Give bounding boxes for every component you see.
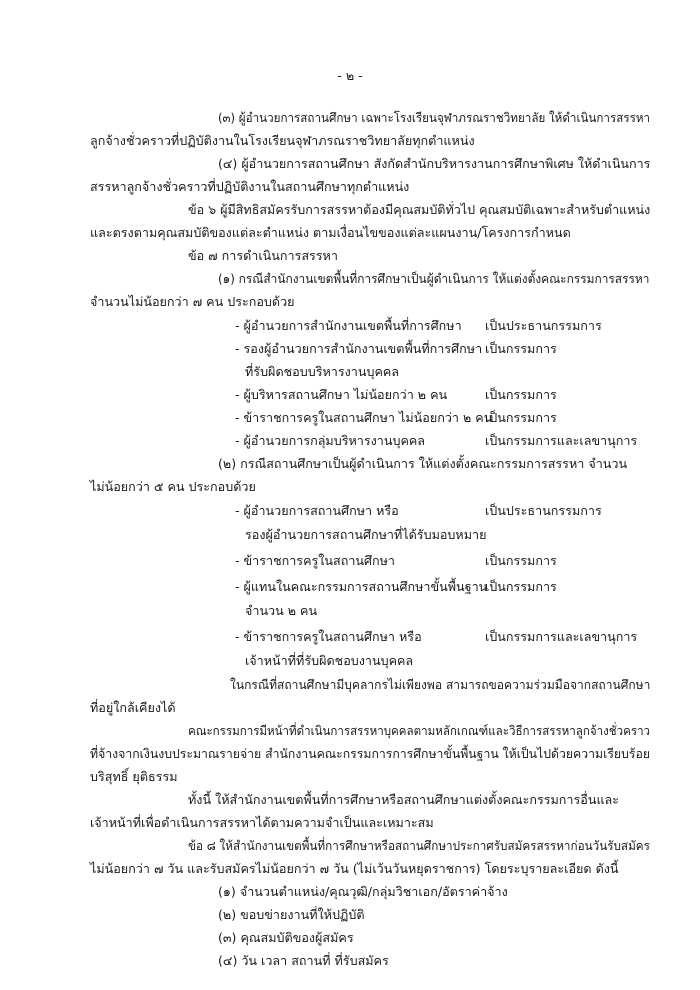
paragraph-line: (๔) ผู้อำนวยการสถานศึกษา สังกัดสำนักบริหารงานการศึกษาพิเศษ ให้ดำเนินการ: [218, 156, 651, 171]
committee-member: - ข้าราชการครูในสถานศึกษา: [235, 553, 396, 568]
committee-role: เป็นกรรมการ: [485, 410, 557, 425]
paragraph-line: ที่อยู่ใกล้เคียงได้: [90, 700, 176, 715]
committee-member: จำนวน ๒ คน: [245, 603, 318, 618]
paragraph-line: บริสุทธิ์ ยุติธรรม: [90, 769, 178, 784]
committee-role: เป็นกรรมการ: [485, 553, 557, 568]
paragraph-line: ไม่น้อยกว่า ๕ คน ประกอบด้วย: [90, 479, 256, 494]
committee-role: เป็นกรรมการ: [485, 387, 557, 402]
page-number: - ๒ -: [337, 68, 363, 83]
committee-member: - ผู้อำนวยการกลุ่มบริหารงานบุคคล: [235, 433, 426, 448]
committee-role: เป็นประธานกรรมการ: [485, 503, 602, 518]
paragraph-line: ลูกจ้างชั่วคราวที่ปฏิบัติงานในโรงเรียนจุฬาภรณราชวิทยาลัยทุกตำแหน่ง: [90, 133, 475, 148]
paragraph-line: จำนวนไม่น้อยกว่า ๗ คน ประกอบด้วย: [90, 294, 295, 309]
committee-role: เป็นกรรมการ: [485, 579, 557, 594]
committee-member: - ผู้แทนในคณะกรรมการสถานศึกษาขั้นพื้นฐาน: [235, 579, 488, 594]
list-item: (๔) วัน เวลา สถานที่ ที่รับสมัคร: [218, 953, 389, 968]
list-item: (๑) จำนวนตำแหน่ง/คุณวุฒิ/กลุ่มวิชาเอก/อัตราค่าจ้าง: [218, 884, 508, 899]
committee-member: - ผู้อำนวยการสำนักงานเขตพื้นที่การศึกษา: [235, 318, 462, 333]
committee-member: รองผู้อำนวยการสถานศึกษาที่ได้รับมอบหมาย: [245, 527, 487, 542]
paragraph-line: (๑) กรณีสำนักงานเขตพื้นที่การศึกษาเป็นผู้ดำเนินการ ให้แต่งตั้งคณะกรรมการสรรหา: [218, 271, 650, 286]
committee-role: เป็นกรรมการและเลขานุการ: [485, 433, 638, 448]
paragraph-line: ที่จ้างจากเงินงบประมาณรายจ่าย สำนักงานคณะกรรมการการศึกษาขั้นพื้นฐาน ให้เป็นไปด้วยความเรียบร้อย: [90, 746, 651, 761]
committee-member: - รองผู้อำนวยการสำนักงานเขตพื้นที่การศึกษา: [235, 341, 483, 356]
paragraph-line: ข้อ ๖ ผู้มีสิทธิสมัครรับการสรรหาต้องมีคุณสมบัติทั่วไป คุณสมบัติเฉพาะสำหรับตำแหน่ง: [188, 202, 651, 217]
committee-member: - ข้าราชการครูในสถานศึกษา ไม่น้อยกว่า ๒ คน: [235, 410, 493, 425]
committee-role: เป็นประธานกรรมการ: [485, 318, 602, 333]
committee-member: เจ้าหน้าที่ที่รับผิดชอบงานบุคคล: [245, 653, 414, 668]
committee-member: - ผู้อำนวยการสถานศึกษา หรือ: [235, 503, 399, 518]
paragraph-line: ในกรณีที่สถานศึกษามีบุคลากรไม่เพียงพอ สามารถขอความร่วมมือจากสถานศึกษา: [230, 677, 651, 692]
paragraph-line: ข้อ ๘ ให้สำนักงานเขตพื้นที่การศึกษาหรือสถานศึกษาประกาศรับสมัครสรรหาก่อนวันรับสมัคร: [188, 838, 650, 853]
paragraph-line: ทั้งนี้ ให้สำนักงานเขตพื้นที่การศึกษาหรือสถานศึกษาแต่งตั้งคณะกรรมการอื่นและ: [188, 792, 620, 807]
paragraph-line: ไม่น้อยกว่า ๗ วัน และรับสมัครไม่น้อยกว่า ๗ วัน (ไม่เว้นวันหยุดราชการ) โดยระบุรายละเอียด ดังนี้: [90, 861, 619, 876]
committee-role: เป็นกรรมการ: [485, 341, 557, 356]
paragraph-line: สรรหาลูกจ้างชั่วคราวที่ปฏิบัติงานในสถานศึกษาทุกตำแหน่ง: [90, 179, 410, 194]
committee-member: - ผู้บริหารสถานศึกษา ไม่น้อยกว่า ๒ คน: [235, 387, 448, 402]
committee-member: - ข้าราชการครูในสถานศึกษา หรือ: [235, 629, 422, 644]
committee-member: ที่รับผิดชอบบริหารงานบุคคล: [245, 364, 400, 379]
section-heading: ข้อ ๗ การดำเนินการสรรหา: [188, 248, 338, 263]
committee-role: เป็นกรรมการและเลขานุการ: [485, 629, 638, 644]
paragraph-line: คณะกรรมการมีหน้าที่ดำเนินการสรรหาบุคคลตามหลักเกณฑ์และวิธีการสรรหาลูกจ้างชั่วคราว: [188, 723, 651, 738]
paragraph-line: (๒) กรณีสถานศึกษาเป็นผู้ดำเนินการ ให้แต่งตั้งคณะกรรมการสรรหา จำนวน: [218, 456, 628, 471]
list-item: (๓) คุณสมบัติของผู้สมัคร: [218, 930, 354, 945]
paragraph-line: และตรงตามคุณสมบัติของแต่ละตำแหน่ง ตามเงื่อนไขของแต่ละแผนงาน/โครงการกำหนด: [90, 225, 571, 240]
list-item: (๒) ขอบข่ายงานที่ให้ปฏิบัติ: [218, 907, 365, 922]
paragraph-line: เจ้าหน้าที่เพื่อดำเนินการสรรหาได้ตามความจำเป็นและเหมาะสม: [90, 815, 434, 830]
paragraph-line: (๓) ผู้อำนวยการสถานศึกษา เฉพาะโรงเรียนจุฬาภรณราชวิทยาลัย ให้ดำเนินการสรรหา: [218, 110, 651, 125]
